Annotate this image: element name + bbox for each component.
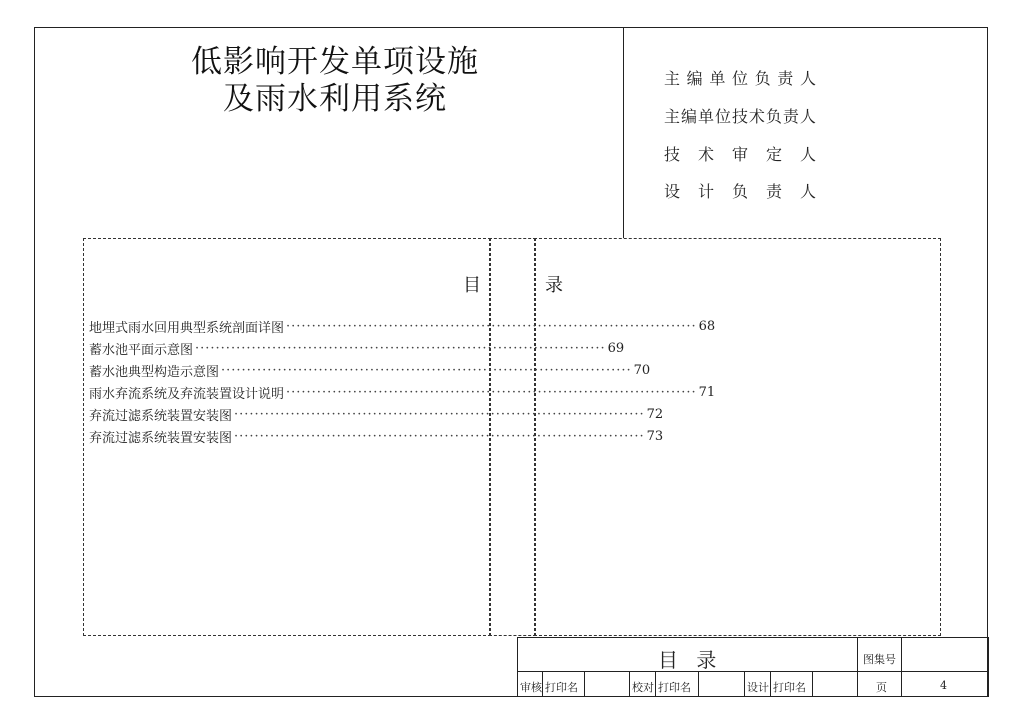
role-char: 术 — [697, 145, 714, 164]
toc-entry-label: 地埋式雨水回用典型系统剖面详图 — [89, 320, 285, 336]
role-char: 单 — [697, 107, 714, 126]
role-char: 责 — [765, 182, 782, 201]
review-name: 打印名 — [545, 681, 578, 694]
toc-leader-dots: ················································································ — [234, 406, 645, 422]
role-design-lead — [664, 179, 816, 202]
toc-entry-label: 雨水弃流系统及弃流装置设计说明 — [89, 386, 285, 402]
design-label: 设计 — [747, 681, 769, 694]
role-char: 负 — [754, 69, 771, 88]
toc-entry-label: 蓄水池典型构造示意图 — [89, 364, 220, 380]
design-name: 打印名 — [773, 681, 806, 694]
toc-leader-dots: ················································································ — [221, 362, 632, 378]
role-char: 位 — [731, 69, 748, 88]
toc-entry-label: 蓄水池平面示意图 — [89, 342, 194, 358]
document-title-line2: 及雨水利用系统 — [223, 81, 447, 117]
role-char: 计 — [697, 182, 714, 201]
role-char: 人 — [799, 107, 816, 126]
role-char: 编 — [680, 107, 697, 126]
toc-entry[interactable] — [89, 337, 625, 359]
toc-heading-left: 目 — [463, 275, 481, 296]
header-divider — [623, 27, 624, 238]
role-char: 位 — [714, 107, 731, 126]
document-title-line1: 低影响开发单项设施 — [191, 44, 479, 80]
role-char: 责 — [782, 107, 799, 126]
role-char: 主 — [664, 107, 681, 126]
toc-entry[interactable] — [89, 315, 716, 337]
sheet-title: 目 录 — [658, 648, 723, 672]
toc-entry-page: 71 — [698, 384, 716, 400]
role-char: 人 — [799, 182, 816, 201]
role-char: 人 — [799, 145, 816, 164]
toc-list — [89, 315, 716, 447]
role-chief-tech — [664, 104, 816, 127]
toc-entry-label: 弃流过滤系统装置安装图 — [89, 408, 233, 424]
role-char: 技 — [731, 107, 748, 126]
check-label: 校对 — [632, 681, 654, 694]
toc-leader-dots: ················································································ — [234, 428, 645, 444]
role-char: 技 — [664, 145, 681, 164]
toc-entry-page: 70 — [633, 362, 651, 378]
title-block — [517, 637, 989, 697]
role-char: 定 — [765, 145, 782, 164]
role-char: 人 — [799, 69, 816, 88]
role-char: 审 — [731, 145, 748, 164]
role-chief-unit — [664, 66, 816, 89]
toc-entry-label: 弃流过滤系统装置安装图 — [89, 430, 233, 446]
role-char: 设 — [664, 182, 681, 201]
review-label: 审核 — [520, 681, 542, 694]
role-char: 负 — [765, 107, 782, 126]
role-char: 责 — [777, 69, 794, 88]
toc-leader-dots: ················································································ — [286, 384, 697, 400]
atlas-label: 图集号 — [863, 653, 896, 666]
toc-entry[interactable] — [89, 381, 716, 403]
toc-entry[interactable] — [89, 359, 651, 381]
toc-heading-right: 录 — [545, 275, 563, 296]
toc-entry[interactable] — [89, 425, 664, 447]
toc-entry-page: 72 — [646, 406, 664, 422]
page-value: 4 — [940, 679, 947, 692]
toc-entry[interactable] — [89, 403, 664, 425]
toc-entry-page: 73 — [646, 428, 664, 444]
check-name: 打印名 — [658, 681, 691, 694]
role-char: 术 — [748, 107, 765, 126]
role-tech-review — [664, 142, 816, 165]
toc-leader-dots: ················································································ — [195, 340, 606, 356]
role-char: 编 — [686, 69, 703, 88]
role-char: 单 — [709, 69, 726, 88]
role-char: 负 — [731, 182, 748, 201]
toc-leader-dots: ················································································ — [286, 318, 697, 334]
role-char: 主 — [664, 69, 681, 88]
toc-entry-page: 69 — [607, 340, 625, 356]
page-label: 页 — [876, 681, 887, 694]
toc-entry-page: 68 — [698, 318, 716, 334]
